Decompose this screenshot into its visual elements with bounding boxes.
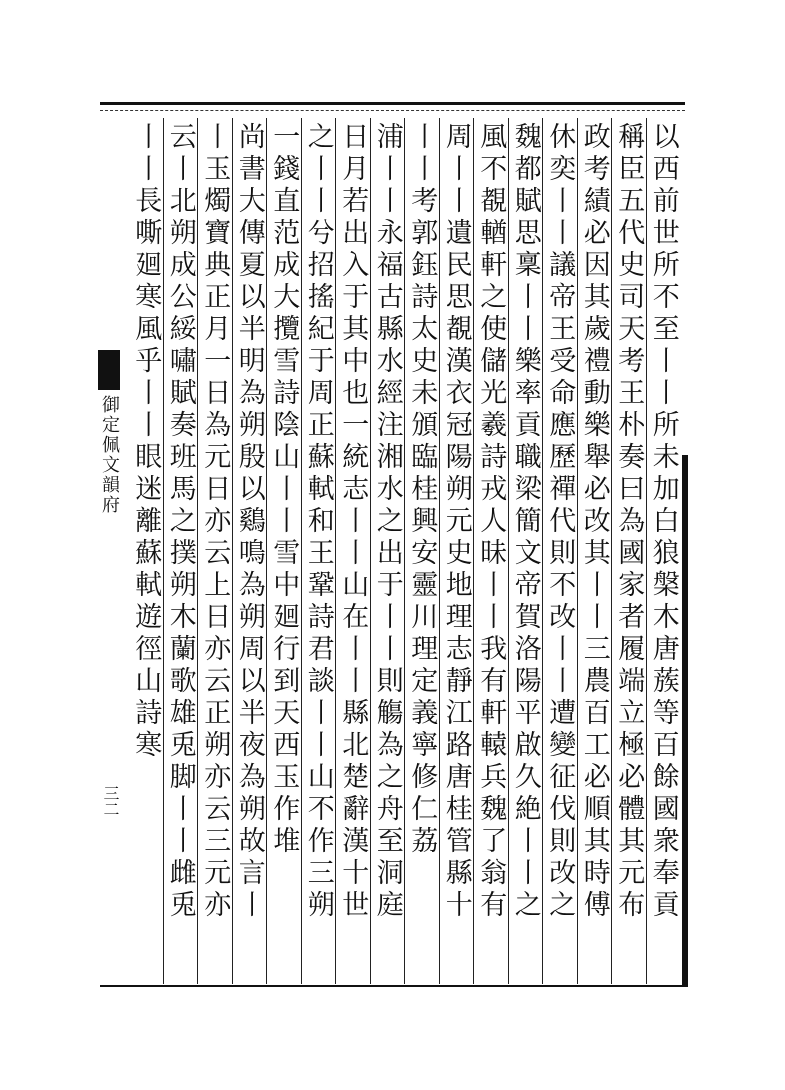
text-column: 一錢直范成大攬雪詩陰山丨丨雪中廻行到天西玉作堆	[268, 122, 300, 858]
text-column: 政考績必因其歲禮動樂舉必改其丨丨三農百工必順其時傅	[578, 122, 610, 922]
text-column: 浦丨丨永福古縣水經注湘水之出于丨丨則觴為之舟至洞庭	[371, 122, 403, 922]
bottom-border-rule	[100, 985, 685, 987]
text-column: 之丨丨兮招搖紀于周正蘇軾和王鞏詩君談丨丨山不作三朔	[302, 122, 334, 922]
text-column: 丨丨考郭鈺詩太史未頒臨桂興安靈川理定義寧修仁荔	[406, 122, 438, 858]
text-column: 休奕丨丨議帝王受命應歷禪代則不改丨丨遭變征伐則改之	[544, 122, 576, 922]
text-column: 魏都賦思稟丨丨樂率貢職梁簡文帝賀洛陽平啟久絶丨丨之	[509, 122, 541, 922]
top-dashed-rule	[100, 110, 685, 111]
right-border-bar	[682, 455, 688, 987]
text-column: 丨丨長嘶廻寒風乎丨丨眼迷離蘇軾遊徑山詩寒	[130, 122, 162, 762]
text-column: 日月若出入于其中也一統志丨丨山在丨丨縣北楚辭漢十世	[337, 122, 369, 922]
top-border-rule	[100, 102, 685, 105]
text-column: 尚書大傳夏以半明為朔殷以鷄鳴為朔周以半夜為朔故言丨	[233, 122, 265, 922]
text-column: 周丨丨遺民思覩漢衣冠陽朔元史地理志靜江路唐桂管縣十	[440, 122, 472, 922]
text-column: 以西前世所不至丨丨所未加白狼槃木唐蔟等百餘國衆奉貢	[647, 122, 679, 922]
text-column: 丨玉燭寶典正月一日為元日亦云上日亦云正朔亦云三元亦	[199, 122, 231, 922]
text-column: 稱臣五代史司天考王朴奏曰為國家者履端立極必體其元布	[613, 122, 645, 922]
text-column: 風不覩輶軒之使儲光羲詩戎人昧丨丨我有軒轅兵魏了翁有	[475, 122, 507, 922]
text-column: 云丨北朔成公綏嘯賦奏班馬之撲朔木蘭歌雄兎脚丨丨雌兎	[164, 122, 196, 922]
margin-book-title: 御定佩文韻府	[99, 395, 120, 515]
margin-page-number: 三二	[101, 785, 120, 817]
margin-fishtail-mark	[98, 350, 120, 390]
